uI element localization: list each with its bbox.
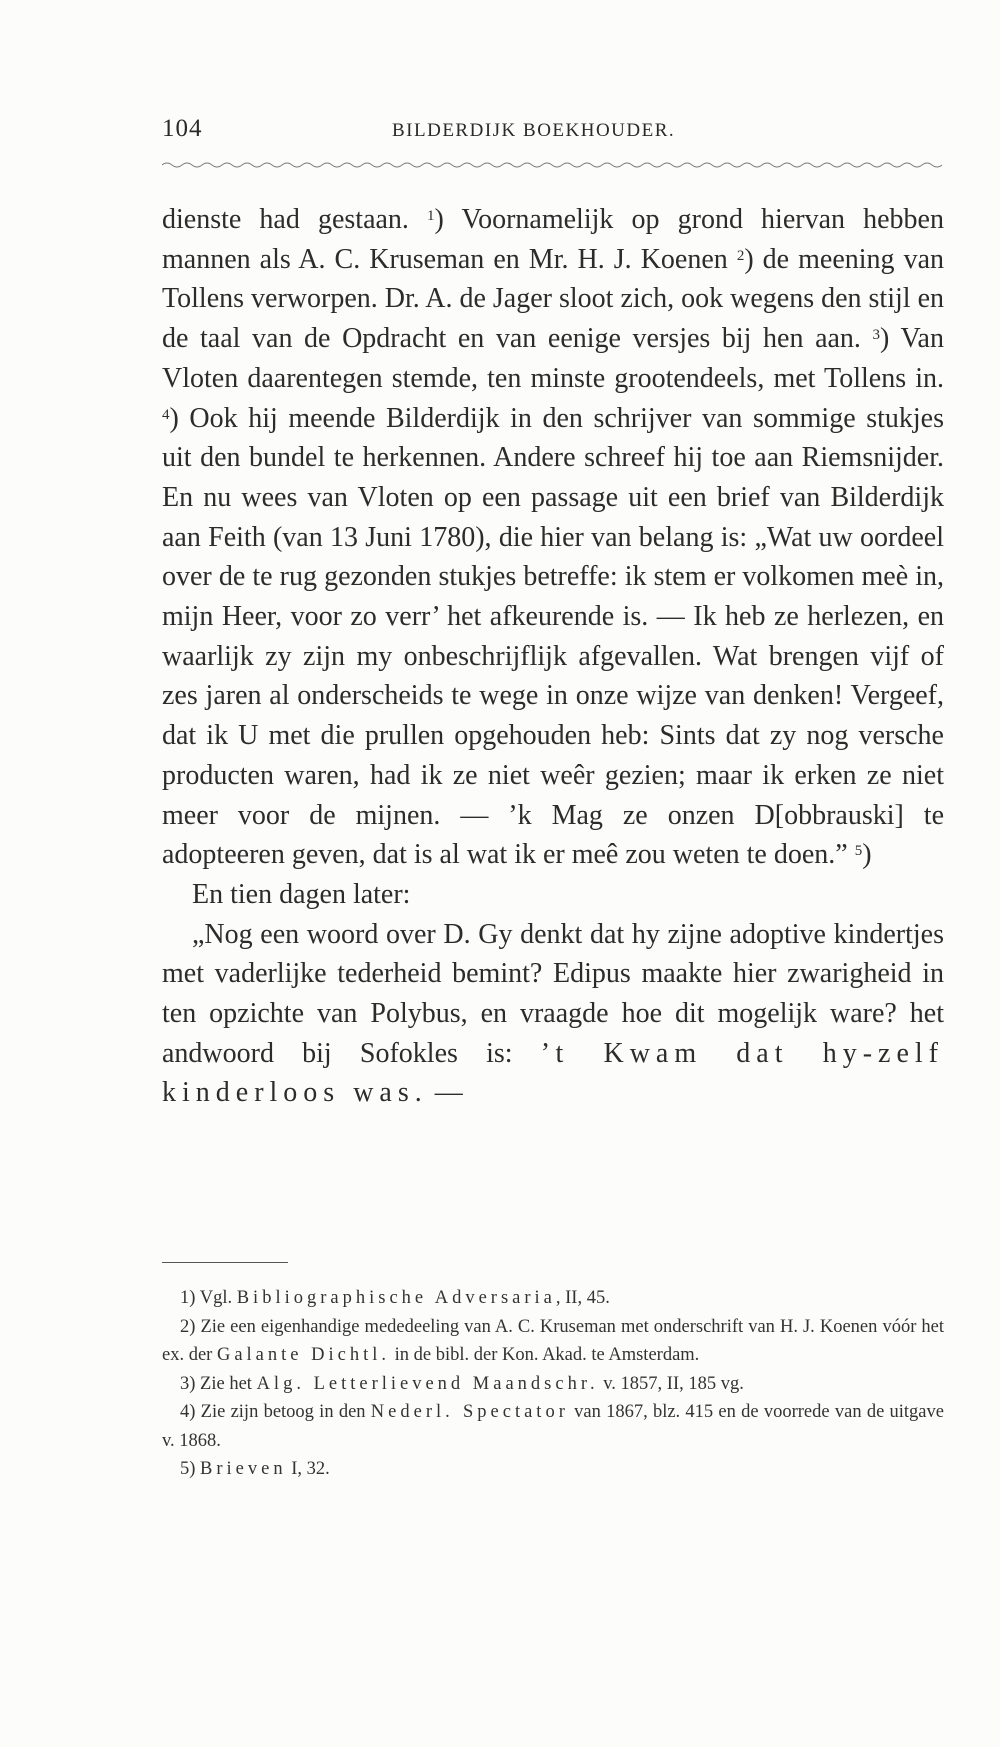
wavy-rule	[162, 160, 942, 170]
spaced-text: Alg. Letterlievend Maandschr.	[256, 1373, 599, 1394]
text-run: )	[862, 839, 872, 871]
running-title: BILDERDIJK BOEKHOUDER.	[392, 120, 676, 141]
footnote-number: 3)	[180, 1373, 196, 1394]
footnote-number: 5)	[180, 1459, 196, 1479]
footnote-ref-1: 1	[427, 208, 435, 224]
text-run: ) Voornamelijk op grond hiervan hebben mannen als A. C. Kruseman en Mr. H. J. Koenen	[162, 204, 944, 275]
footnote-ref-4: 4	[162, 406, 170, 423]
text-run: ) Van Vloten daarentegen stemde, ten minste grootendeels, met Tollens in.	[162, 323, 944, 394]
footnote-number: 1)	[180, 1288, 196, 1308]
footnote-2	[162, 1313, 944, 1370]
footnote-4	[162, 1398, 944, 1455]
text-run: Vgl.	[195, 1288, 237, 1308]
text-run: van 1867, blz. 415 en de voorrede van de uitgave v. 1868.	[162, 1402, 944, 1451]
paragraph-3	[162, 915, 944, 1114]
paragraph-1	[162, 200, 944, 875]
page-number: 104	[162, 115, 203, 142]
main-text	[162, 200, 944, 1113]
text-run: in de bibl. der Kon. Akad. te Amsterdam.	[389, 1345, 700, 1365]
spaced-text: ’t Kwam dat hy-zelf kinderloos was.	[162, 1037, 944, 1109]
spaced-text: Brieven	[200, 1459, 287, 1479]
footnote-divider	[162, 1262, 288, 1263]
spaced-text: Bibliographische Adversaria	[236, 1288, 556, 1308]
footnote-3	[162, 1370, 944, 1399]
text-run: v. 1857, II, 185 vg.	[598, 1373, 744, 1394]
text-run: „Nog een woord over D. Gy denkt dat hy zijne adoptive kindertjes met vaderlijke tederheid bemint? Edipus maakte hier zwarigheid in ten opzichte van Polybus, en vraagde hoe dit mogelijk ware? het andwoord bij Sofokles is:	[162, 918, 944, 1069]
footnotes	[162, 1284, 944, 1484]
text-run: I, 32.	[286, 1459, 330, 1479]
text-run: , II, 45.	[555, 1288, 610, 1308]
footnote-ref-3: 3	[872, 327, 881, 344]
footnote-number: 4)	[180, 1402, 196, 1422]
text-run: —	[427, 1077, 463, 1109]
footnote-ref-5: 5	[854, 843, 863, 860]
paragraph-2: En tien dagen later:	[192, 878, 411, 910]
text-run: ) Ook hij meende Bilderdijk in den schrijver van sommige stukjes uit den bundel te herkennen. Andere schreef hij toe aan Riemsnijder. En nu wees van Vloten op een passage uit een brief van Bilderdijk aan Feith (van 13 Juni 1780), die hier van belang is: „Wat uw oordeel over de te rug gezonden stukjes betreffe: ik stem er volkomen meè in, mijn Heer, voor zo verr’ het afkeurende is. — Ik heb ze herlezen, en waarlijk zy zijn my onbeschrijflijk afgevallen. Wat brengen vijf of zes jaren al onderscheids te wege in onze wijze van denken! Vergeef, dat ik U met die prullen opgehouden heb: Sints dat zy nog versche producten waren, had ik ze niet weêr gezien; maar ik erken ze niet meer voor de mijnen. — ’k Mag ze onzen D[obbrauski] te adopteeren geven, dat is al wat ik er meê zou weten te doen.”	[162, 402, 944, 871]
footnote-1	[162, 1284, 944, 1313]
footnote-ref-2: 2	[736, 247, 745, 264]
spaced-text: Galante Dichtl.	[216, 1345, 390, 1365]
spaced-text: Nederl. Spectator	[370, 1402, 569, 1422]
text-run: ) de meening van Tollens verworpen. Dr. A. de Jager sloot zich, ook wegens den stijl en de taal van de Opdracht en van eenige versjes bij hen aan.	[162, 243, 945, 355]
text-run: Zie zijn betoog in den	[195, 1402, 371, 1422]
footnote-number: 2)	[180, 1316, 196, 1337]
footnote-5	[162, 1455, 944, 1484]
text-run: Zie het	[195, 1373, 257, 1394]
text-run: dienste had gestaan.	[162, 204, 428, 235]
running-head	[162, 115, 942, 149]
text-run: Zie een eigenhandige mededeeling van A. C. Kruseman met onderschrift van H. J. Koenen vóór het ex. der	[162, 1316, 944, 1365]
